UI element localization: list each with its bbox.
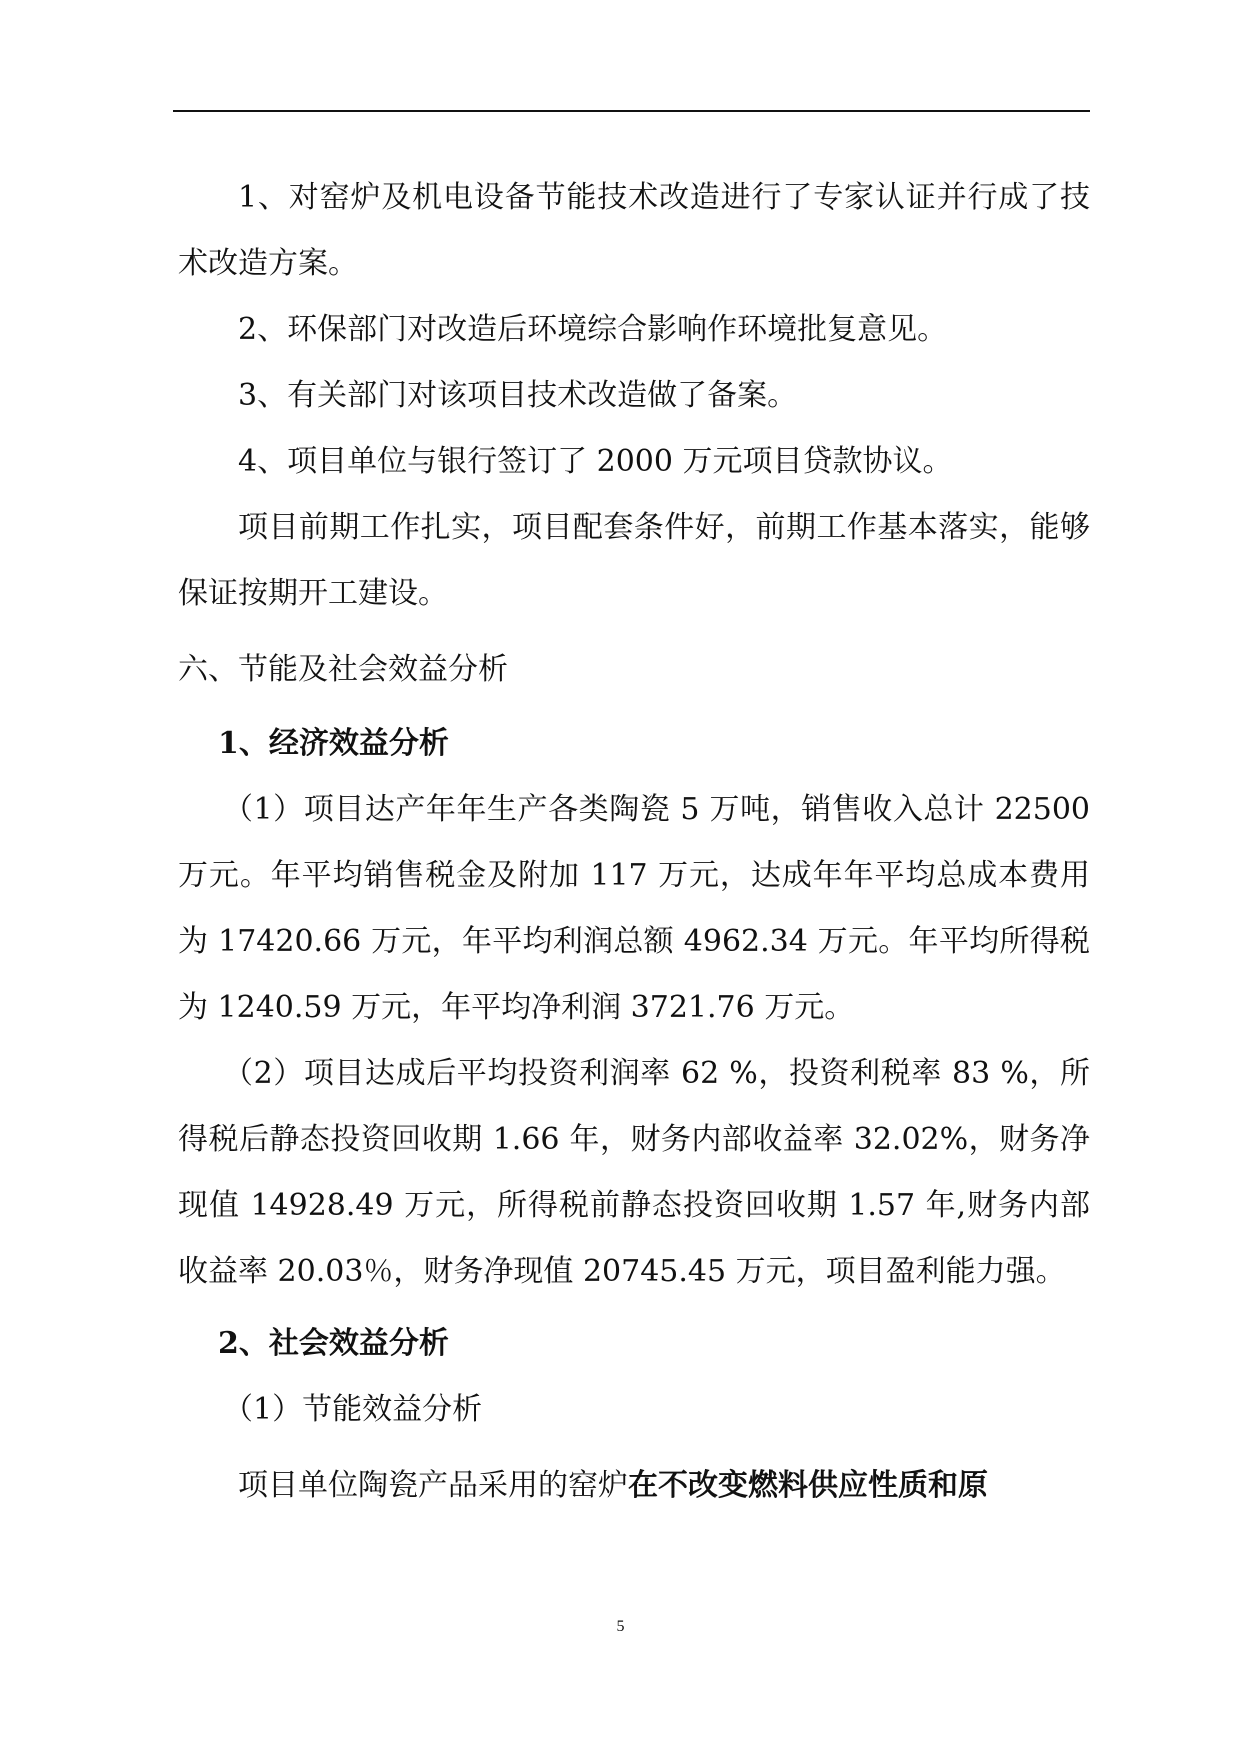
energy-saving-paragraph — [178, 1453, 1090, 1519]
document-body — [178, 165, 1090, 1519]
energy-saving-heading: （1）节能效益分析 — [223, 1392, 483, 1427]
subsection-heading-economic: 1、经济效益分析 — [218, 726, 449, 761]
paragraph-2: 2、环保部门对改造后环境综合影响作环境批复意见。 — [238, 312, 948, 347]
economic-item-1: （1）项目达产年年生产各类陶瓷 5 万吨，销售收入总计 22500 万元。年平均销售税金及附加 117 万元，达成年年平均总成本费用为 17420.66 万元，年平均利润总额 4962.34 万元。年平均所得税为 1240.59 万元，年平均净利润 3721.76 万元。 — [178, 792, 1090, 1025]
energy-saving-bold-text: 在不改变燃料供应性质和原 — [628, 1468, 988, 1503]
paragraph-5: 项目前期工作扎实，项目配套条件好，前期工作基本落实，能够保证按期开工建设。 — [178, 510, 1090, 611]
paragraph-3: 3、有关部门对该项目技术改造做了备案。 — [238, 378, 798, 413]
subsection-heading-social: 2、社会效益分析 — [218, 1326, 449, 1361]
section-heading: 六、节能及社会效益分析 — [178, 652, 508, 687]
energy-saving-text: 项目单位陶瓷产品采用的窑炉 — [238, 1468, 628, 1503]
economic-item-2: （2）项目达成后平均投资利润率 62 %，投资利税率 83 %，所得税后静态投资回收期 1.66 年，财务内部收益率 32.02%，财务净现值 14928.49 万元，所得税前静态投资回收期 1.57 年,财务内部收益率 20.03％，财务净现值 20745.45 万元，项目盈利能力强。 — [178, 1056, 1090, 1289]
paragraph-4: 4、项目单位与银行签订了 2000 万元项目贷款协议。 — [238, 444, 953, 479]
page-number: 5 — [616, 1618, 625, 1635]
header-rule — [173, 110, 1090, 112]
paragraph-1: 1、对窑炉及机电设备节能技术改造进行了专家认证并行成了技术改造方案。 — [178, 180, 1090, 281]
